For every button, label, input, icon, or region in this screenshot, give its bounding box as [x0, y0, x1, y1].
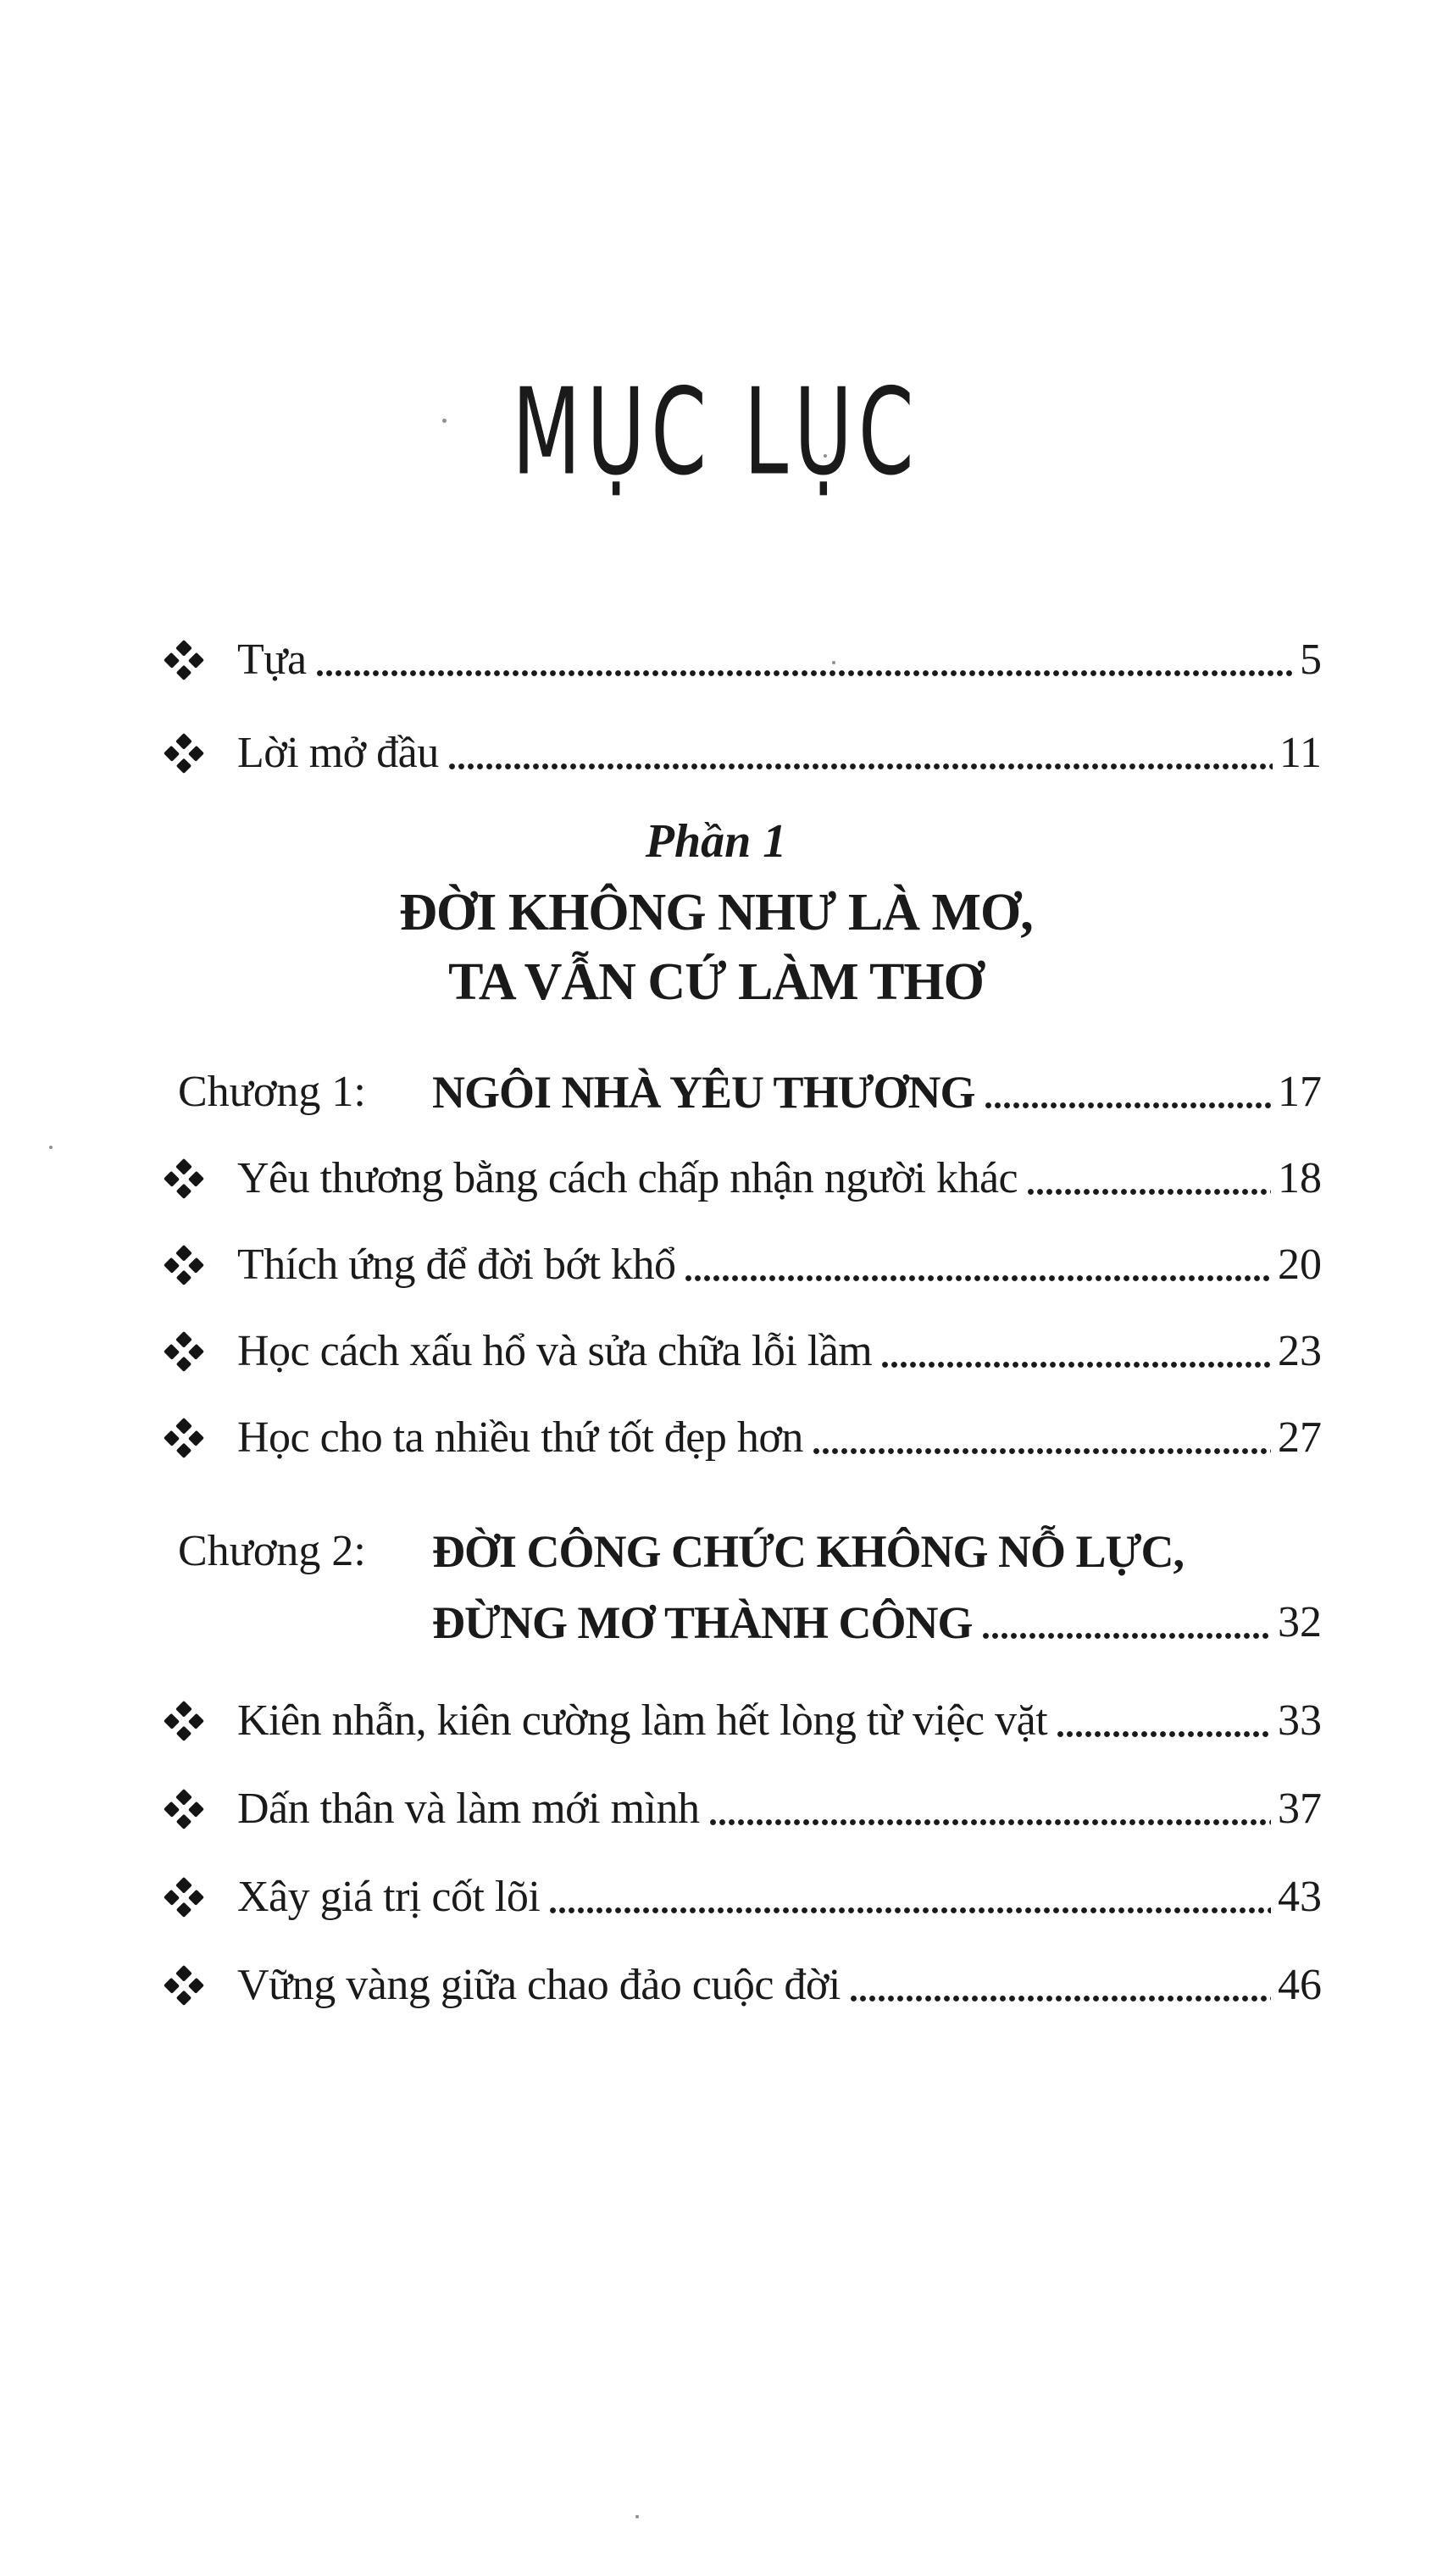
dot-leader — [1026, 1188, 1271, 1196]
toc-entry-label: Xây giá trị cốt lõi — [237, 1873, 541, 1921]
toc-entry-page: 27 — [1278, 1413, 1322, 1462]
chapter-title: NGÔI NHÀ YÊU THƯƠNG — [432, 1067, 975, 1118]
part-title-line-1: ĐỜI KHÔNG NHƯ LÀ MƠ, — [399, 884, 1033, 941]
page-title — [110, 364, 1322, 502]
toc-entry — [169, 1239, 1322, 1291]
toc-entry-loi-mo-dau — [169, 727, 1322, 780]
toc-entry — [169, 1152, 1322, 1205]
diamond-bullet-icon — [164, 733, 204, 774]
diamond-bullet-icon — [164, 1789, 204, 1829]
part-heading — [110, 815, 1322, 1017]
toc-entry-page: 5 — [1300, 636, 1322, 684]
dot-leader — [812, 1447, 1271, 1455]
diamond-bullet-icon — [164, 1245, 204, 1285]
dot-leader — [684, 1274, 1271, 1282]
chapter-page: 17 — [1278, 1068, 1322, 1116]
dot-leader — [1056, 1730, 1271, 1738]
toc-entry — [169, 1959, 1322, 2012]
chapter-label: Chương 2: — [178, 1527, 366, 1575]
page-title-text: MỤC LỤC — [512, 364, 920, 502]
toc-entry-label: Tựa — [237, 636, 307, 684]
front-matter-section — [110, 634, 1322, 780]
dot-leader — [447, 763, 1273, 770]
part-label: Phần 1 — [645, 815, 787, 868]
toc-entry-label: Thích ứng để đời bớt khổ — [237, 1241, 676, 1289]
toc-entry-page: 11 — [1279, 729, 1322, 777]
toc-entry — [169, 1783, 1322, 1835]
diamond-bullet-icon — [164, 1701, 204, 1741]
toc-entry-page: 18 — [1278, 1154, 1322, 1202]
toc-entry-page: 33 — [1278, 1696, 1322, 1745]
toc-entry — [169, 1871, 1322, 1924]
toc-entry-page: 46 — [1278, 1961, 1322, 2009]
dot-leader — [981, 1632, 1272, 1640]
dot-leader — [880, 1361, 1271, 1368]
toc-entry — [169, 1325, 1322, 1378]
scan-speck — [49, 1146, 53, 1149]
part-title-line-2: TA VẪN CỨ LÀM THƠ — [448, 953, 984, 1011]
toc-page — [0, 364, 1437, 2576]
dot-leader — [548, 1907, 1271, 1914]
toc-entry-label: Học cho ta nhiều thứ tốt đẹp hơn — [237, 1413, 803, 1462]
toc-entry-page: 37 — [1278, 1785, 1322, 1833]
toc-entry-label: Học cách xấu hổ và sửa chữa lỗi lầm — [237, 1327, 873, 1375]
scan-speck — [832, 661, 835, 664]
toc-entry-label: Lời mở đầu — [237, 729, 439, 777]
chapter-title-line-2-row — [432, 1596, 1322, 1649]
dot-leader — [315, 669, 1293, 677]
chapter-label: Chương 1: — [178, 1068, 366, 1116]
chapter-1-heading — [178, 1066, 1322, 1119]
diamond-bullet-icon — [164, 1158, 204, 1199]
scan-speck — [442, 419, 447, 423]
dot-leader — [849, 1995, 1271, 2002]
diamond-bullet-icon — [164, 1331, 204, 1372]
toc-entry-page: 43 — [1278, 1873, 1322, 1921]
chapter-1-items — [110, 1152, 1322, 1498]
chapter-title-block — [432, 1525, 1322, 1649]
chapter-page: 32 — [1278, 1598, 1322, 1646]
toc-entry-label: Kiên nhẫn, kiên cường làm hết lòng từ việc vặt — [237, 1696, 1048, 1745]
toc-entry-label: Vững vàng giữa chao đảo cuộc đời — [237, 1961, 841, 2009]
dot-leader — [984, 1102, 1271, 1109]
chapter-title-line-1: ĐỜI CÔNG CHỨC KHÔNG NỖ LỰC, — [432, 1526, 1184, 1577]
toc-entry — [169, 1695, 1322, 1747]
scan-speck — [635, 2515, 639, 2518]
toc-entry — [169, 1412, 1322, 1464]
toc-entry-page: 23 — [1278, 1327, 1322, 1375]
toc-list — [110, 634, 1322, 2047]
toc-entry-label: Dấn thân và làm mới mình — [237, 1785, 700, 1833]
chapter-2-heading — [178, 1525, 1322, 1649]
diamond-bullet-icon — [164, 640, 204, 680]
chapter-title-line-2: ĐỪNG MƠ THÀNH CÔNG — [432, 1597, 973, 1648]
toc-entry-label: Yêu thương bằng cách chấp nhận người khác — [237, 1154, 1018, 1202]
diamond-bullet-icon — [164, 1418, 204, 1458]
dot-leader — [708, 1818, 1271, 1826]
diamond-bullet-icon — [164, 1965, 204, 2006]
toc-entry-page: 20 — [1278, 1241, 1322, 1289]
chapter-2-items — [110, 1695, 1322, 2047]
diamond-bullet-icon — [164, 1877, 204, 1918]
toc-entry-tua — [169, 634, 1322, 686]
